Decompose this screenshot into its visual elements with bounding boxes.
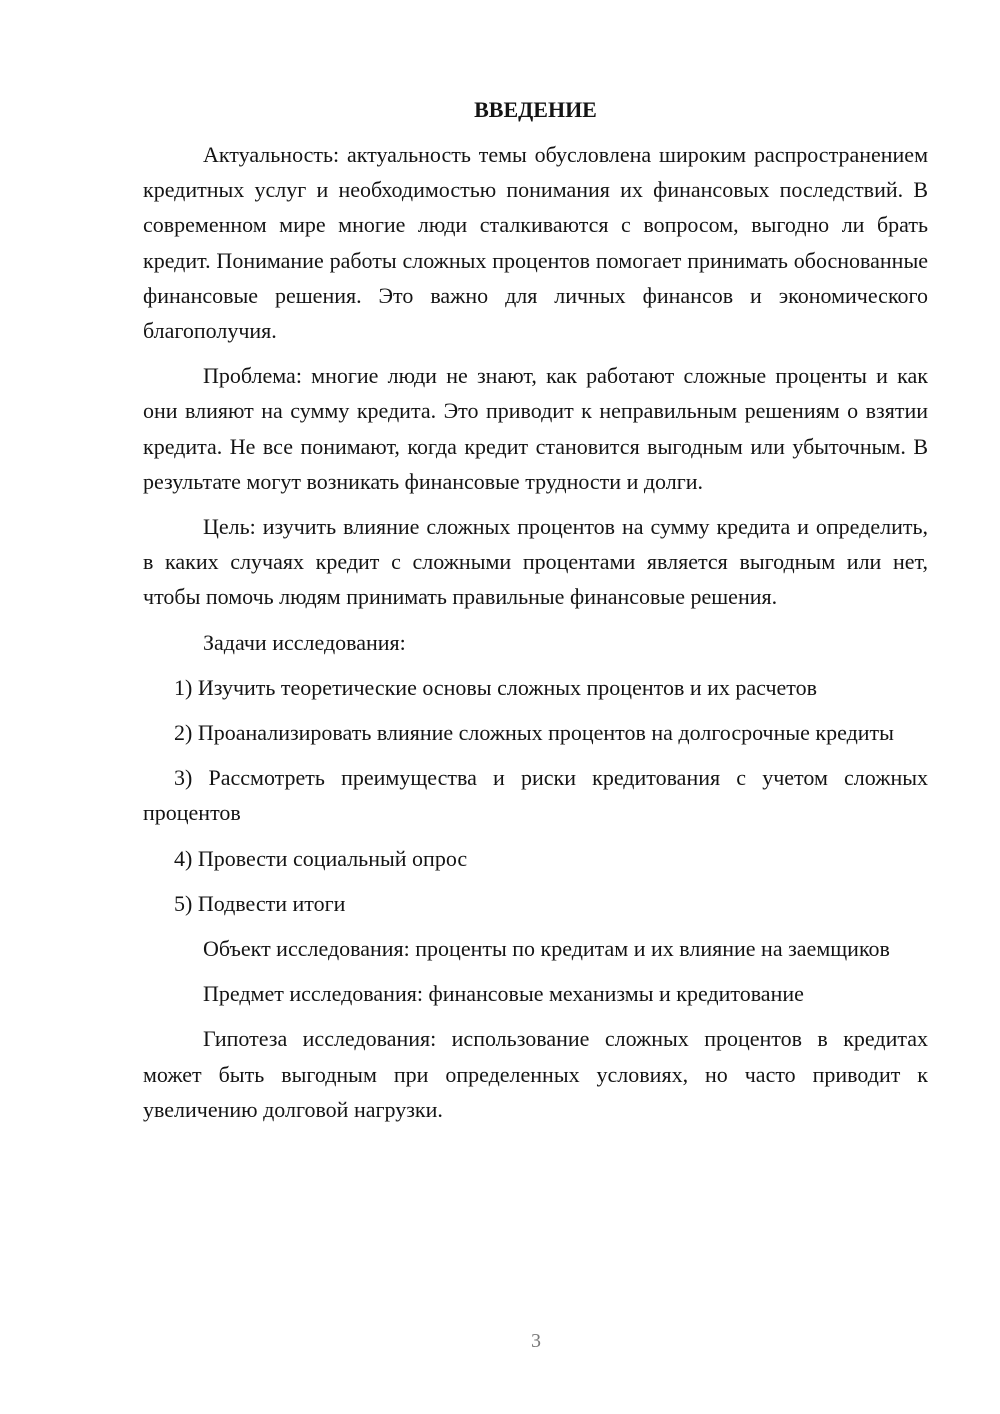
paragraph-goal: Цель: изучить влияние сложных процентов на сумму кредита и определить, в каких случаях кредит с сложными процентами является выгодным или нет, чтобы помочь людям принимать правильные финансовые решения. [143,514,928,610]
task-item: 2) Проанализировать влияние сложных процентов на долгосрочные кредиты [174,720,894,746]
paragraph-tasks-heading: Задачи исследования: [203,629,406,655]
task-item: 5) Подвести итоги [174,890,346,916]
task-list [143,670,928,921]
section-title: ВВЕДЕНИЕ [474,97,597,122]
paragraph-problem: Проблема: многие люди не знают, как работают сложные проценты и как они влияют на сумму кредита. Это приводит к неправильным решениям о взятии кредита. Не все понимают, когда кредит становится выгодным или убыточным. В результате могут возникать финансовые трудности и долги. [143,363,928,494]
document-page [143,92,928,1137]
task-item: 4) Провести социальный опрос [174,845,468,871]
task-item: 1) Изучить теоретические основы сложных процентов и их расчетов [174,674,818,700]
task-item: 3) Рассмотреть преимущества и риски кредитования с учетом сложных процентов [143,765,928,826]
paragraph-object: Объект исследования: проценты по кредитам и их влияние на заемщиков [203,936,890,962]
paragraph-hypothesis: Гипотеза исследования: использование сложных процентов в кредитах может быть выгодным при определенных условиях, но часто приводит к увеличению долговой нагрузки. [143,1026,928,1122]
page-number: 3 [531,1330,541,1352]
paragraph-subject: Предмет исследования: финансовые механизмы и кредитование [203,981,804,1007]
paragraph-relevance: Актуальность: актуальность темы обусловлена широким распространением кредитных услуг и необходимостью понимания их финансовых последствий. В современном мире многие люди сталкиваются с вопросом, выгодно ли брать кредит. Понимание работы сложных процентов помогает принимать обоснованные финансовые решения. Это важно для личных финансов и экономического благополучия. [143,142,928,344]
